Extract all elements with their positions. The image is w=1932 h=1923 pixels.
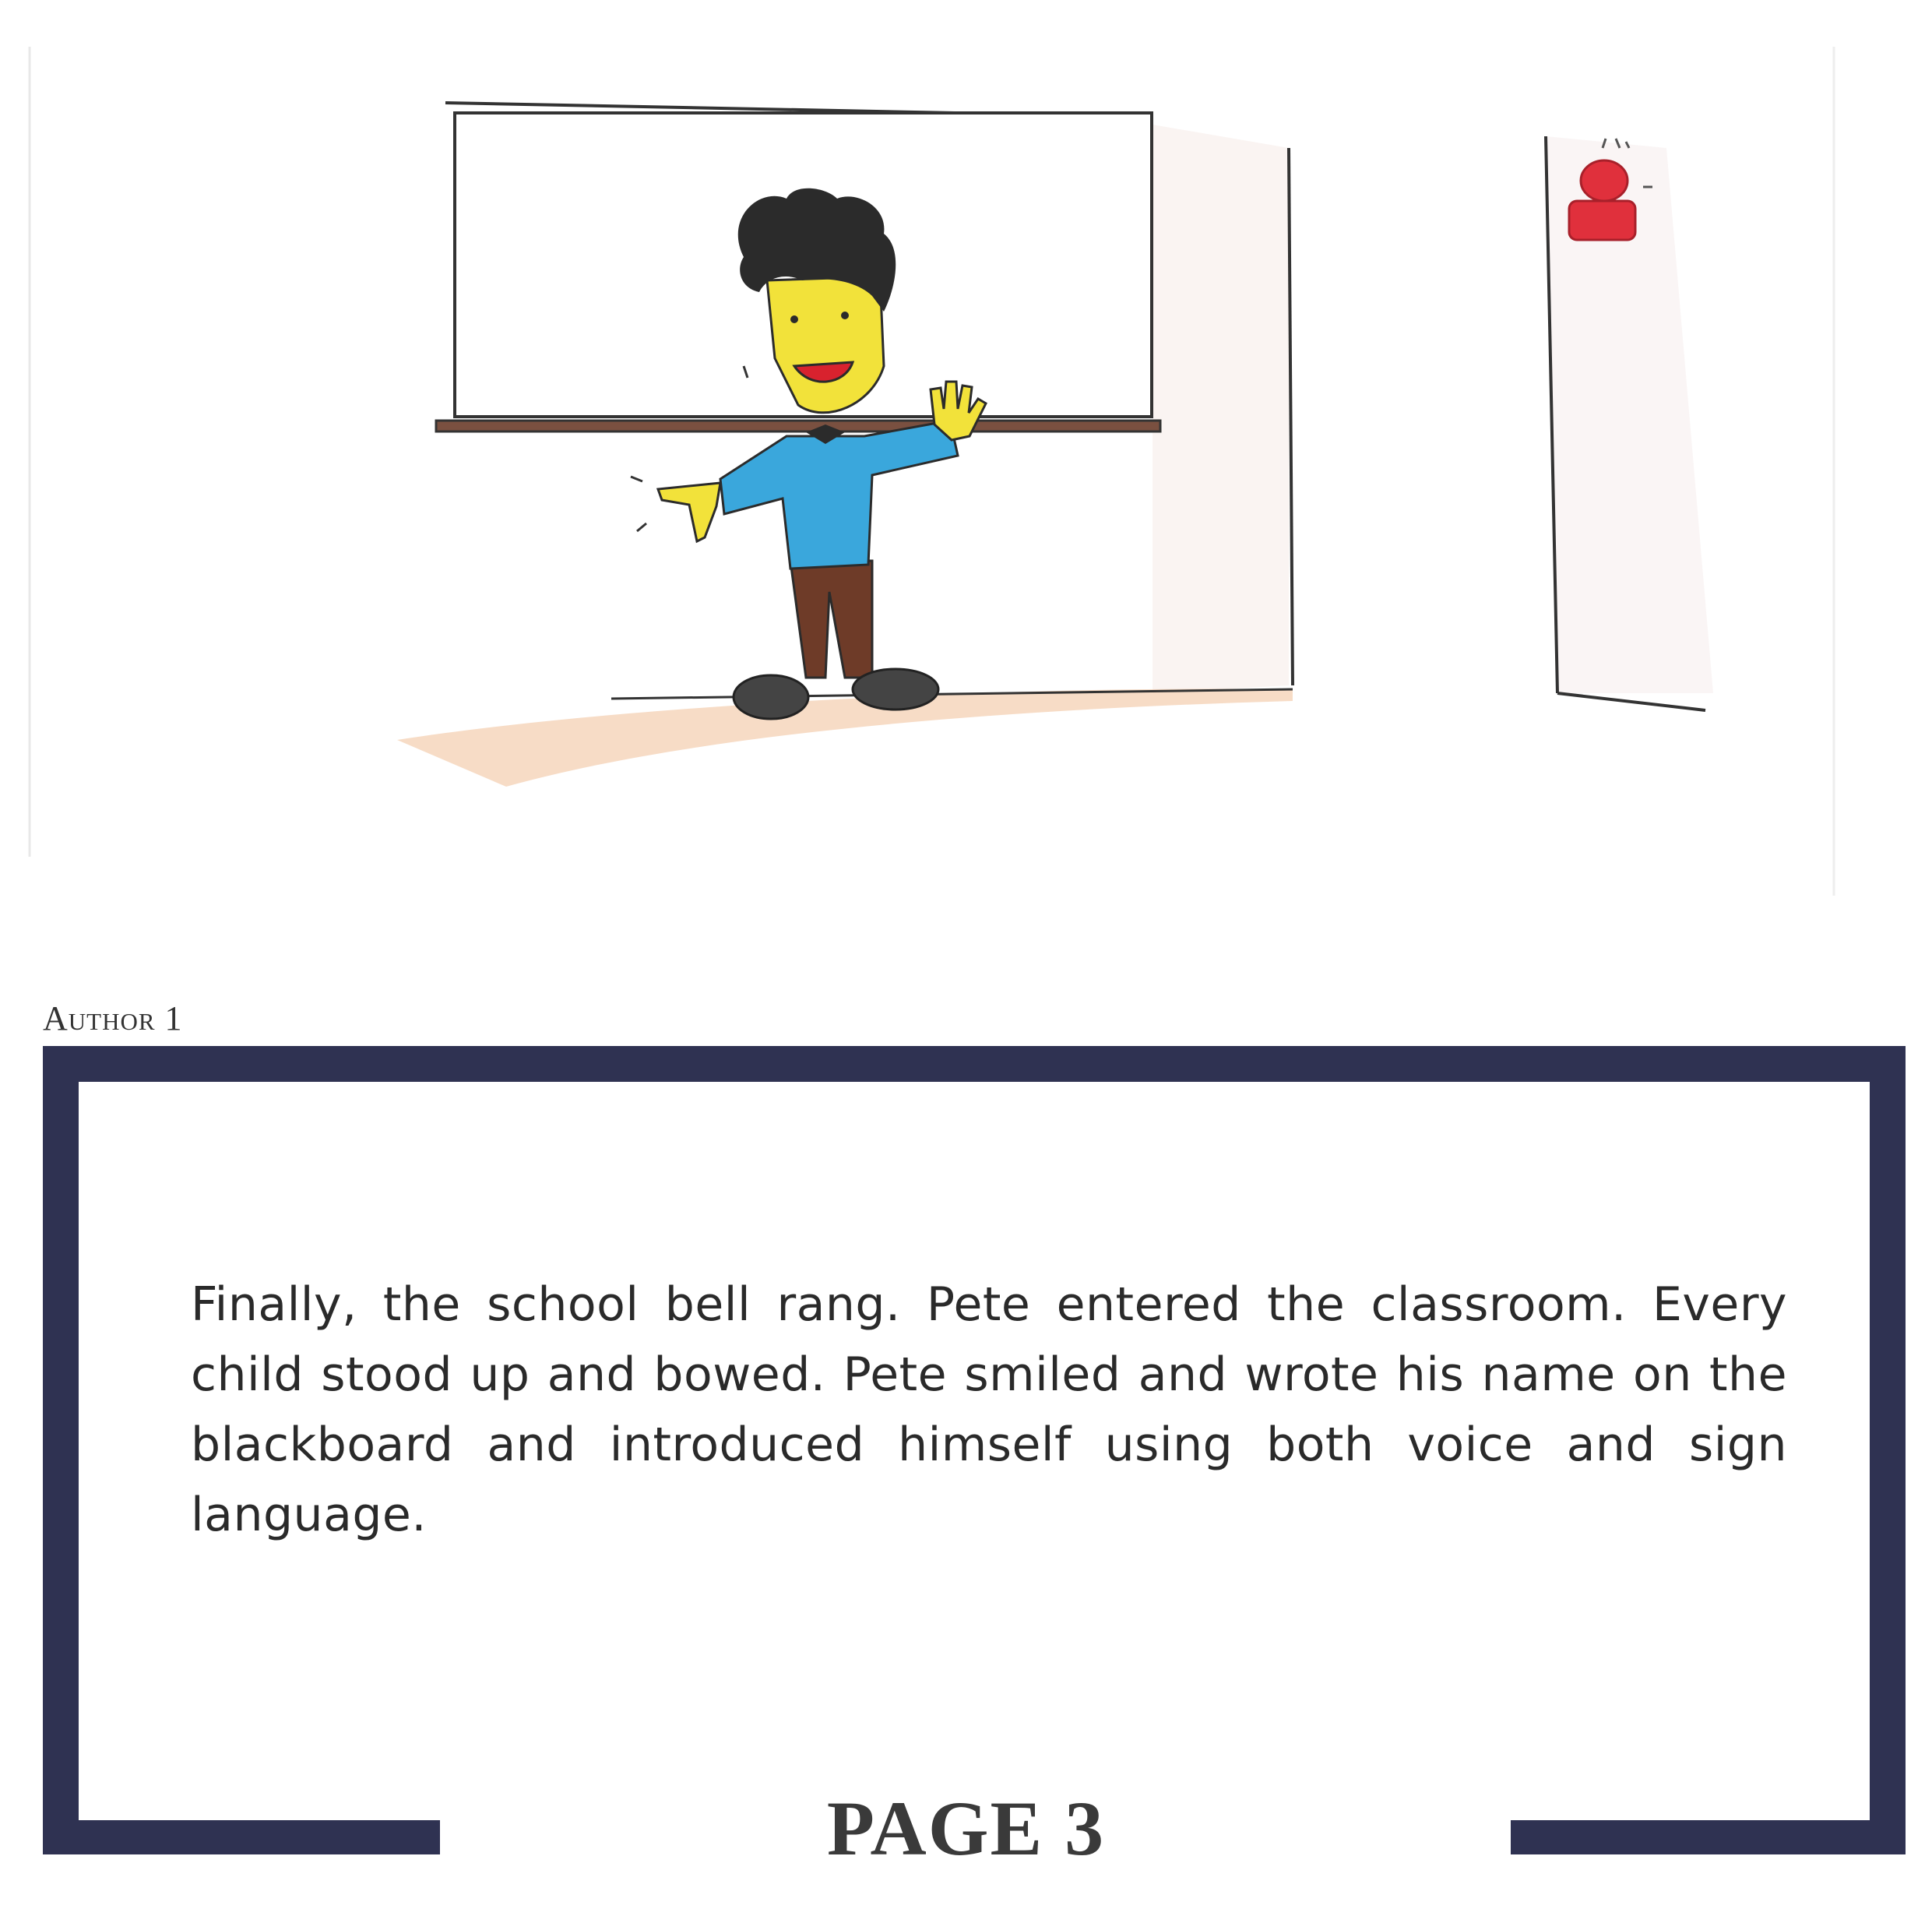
right-shoe <box>853 669 938 710</box>
pointing-hand <box>658 483 720 541</box>
right-eye <box>841 312 849 319</box>
classroom-floor <box>397 689 1293 787</box>
page-number: PAGE 3 <box>826 1785 1106 1872</box>
pants <box>790 561 872 678</box>
wall-shading <box>1153 125 1289 693</box>
chalk-tray <box>436 421 1160 431</box>
shirt <box>720 421 958 569</box>
left-shoe <box>734 675 808 719</box>
wall-corner-line <box>1289 148 1293 685</box>
author-label: Author 1 <box>43 999 183 1037</box>
left-eye <box>790 315 798 323</box>
story-text: Finally, the school bell rang. Pete entered the classroom. Every child stood up and bowed. Pete smiled and wrote his name on the blackboard and introduced himself using both voice and sign language. <box>191 1277 1787 1542</box>
door-bottom-line <box>1557 693 1705 710</box>
